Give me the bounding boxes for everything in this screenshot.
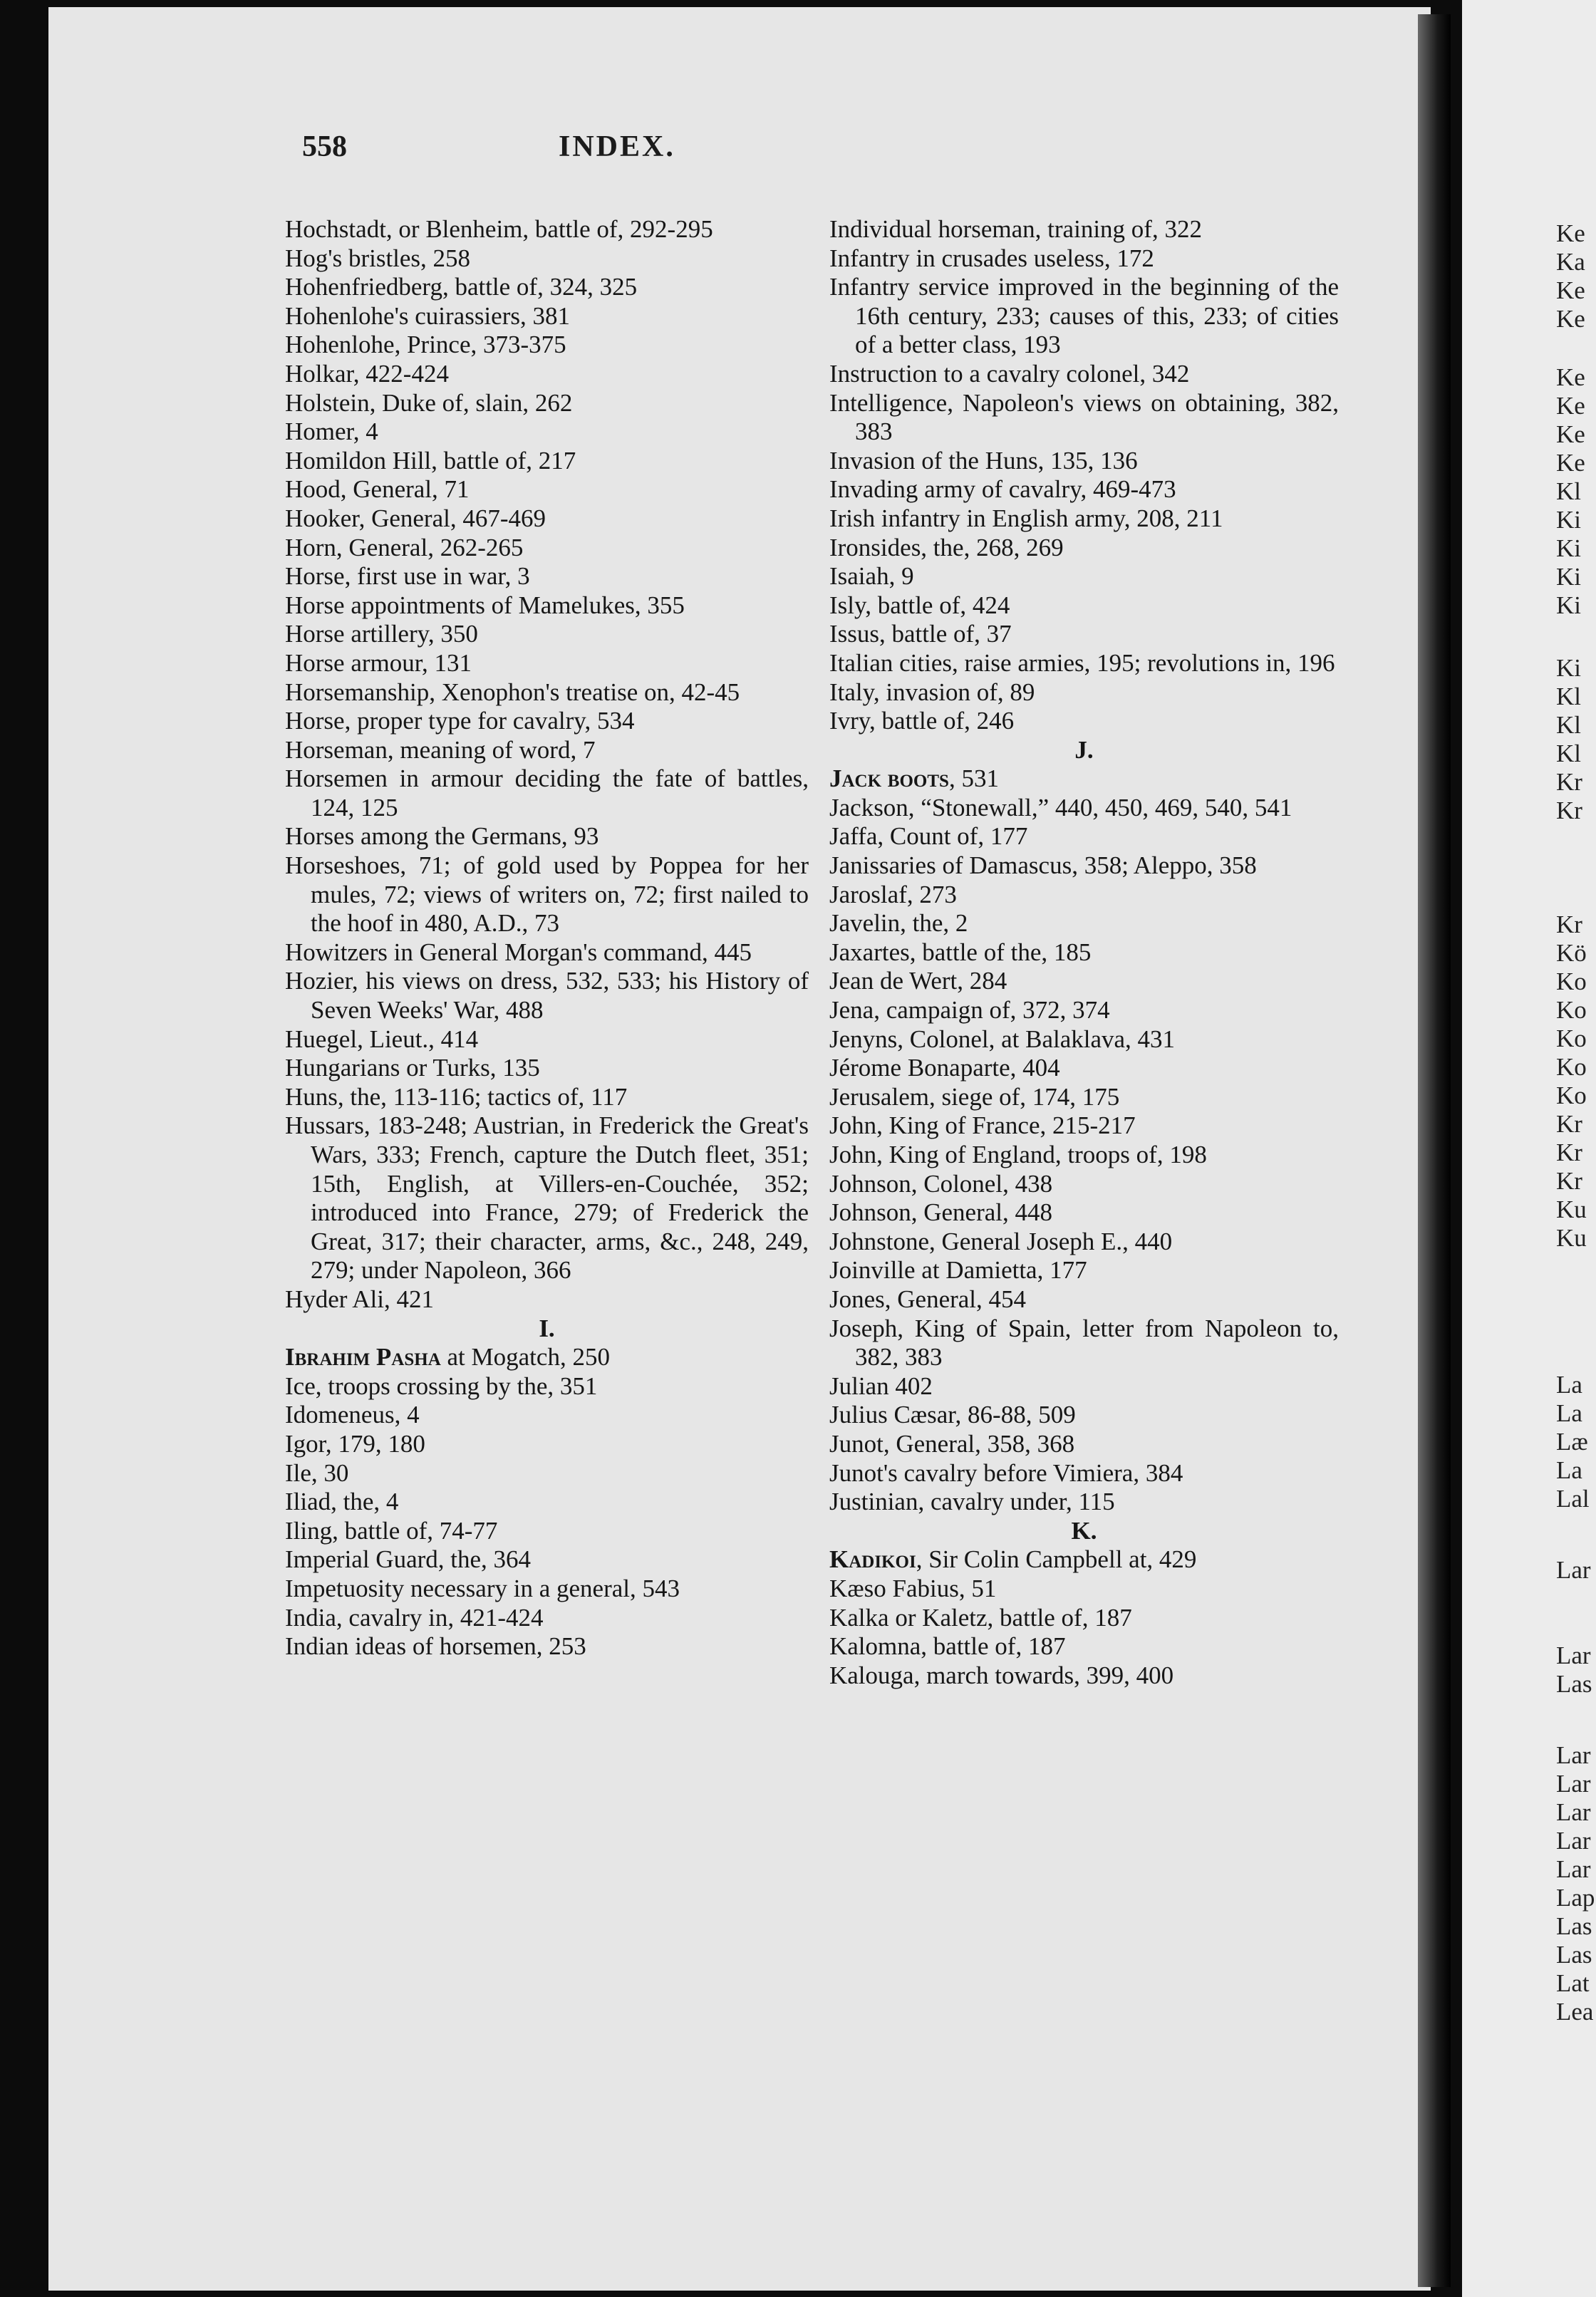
index-entry-text: , 531	[948, 764, 999, 793]
facing-page-fragment: Ko	[1556, 1082, 1587, 1109]
index-entry: Hussars, 183-248; Austrian, in Frederick the Great's Wars, 333; French, capture the Dutch fleet, 351; 15th, English, at Villers-en-Couchée, 352; introduced into France, 279; of Frederick the Great, 317; their character, arms, &c., 248, 249, 279; under Napoleon, 366	[285, 1111, 809, 1285]
facing-page-fragment: Ke	[1556, 392, 1585, 420]
index-entry: Italian cities, raise armies, 195; revolutions in, 196	[829, 648, 1335, 677]
facing-page-fragment: Ku	[1556, 1196, 1587, 1223]
index-entry: Jean de Wert, 284	[829, 967, 1007, 995]
index-entry: Holkar, 422-424	[285, 359, 449, 388]
facing-page-fragment: Ki	[1556, 563, 1581, 591]
index-entry: Horsemanship, Xenophon's treatise on, 42-45	[285, 678, 740, 706]
index-entry: Kæso Fabius, 51	[829, 1574, 997, 1602]
index-entry: Horse, first use in war, 3	[285, 562, 530, 591]
facing-page-fragment: Kl	[1556, 477, 1581, 505]
index-entry: Hohenfriedberg, battle of, 324, 325	[285, 273, 638, 301]
index-entry: Italy, invasion of, 89	[829, 678, 1035, 706]
index-entry-lead: Kadikoi	[829, 1545, 916, 1574]
facing-page-fragment: Lal	[1556, 1485, 1590, 1513]
index-entry-lead: Jack boots	[829, 764, 949, 793]
index-entry: Jackson, “Stonewall,” 440, 450, 469, 540, 541	[829, 793, 1292, 821]
index-entry: Isly, battle of, 424	[829, 591, 1010, 619]
facing-page-fragment: Lar	[1556, 1741, 1591, 1769]
facing-page-fragment: Lap	[1556, 1884, 1595, 1912]
index-column-right	[829, 215, 1339, 1690]
index-entry: Isaiah, 9	[829, 562, 914, 591]
facing-page-fragment: Kö	[1556, 939, 1587, 967]
index-entry: Johnstone, General Joseph E., 440	[829, 1227, 1173, 1255]
facing-page-fragment: Ko	[1556, 1053, 1587, 1081]
index-entry: Horse, proper type for cavalry, 534	[285, 707, 635, 735]
index-entry: Issus, battle of, 37	[829, 620, 1012, 648]
facing-page-fragment: Kr	[1556, 797, 1582, 824]
index-entry: Hohenlohe's cuirassiers, 381	[285, 301, 570, 330]
facing-page-fragment: Lar	[1556, 1642, 1591, 1669]
facing-page-fragment: Lar	[1556, 1798, 1591, 1826]
index-letter-heading: I.	[539, 1314, 555, 1342]
page-title: INDEX.	[559, 130, 675, 163]
index-entry: Julian 402	[829, 1372, 933, 1400]
index-entry: Jerusalem, siege of, 174, 175	[829, 1082, 1120, 1111]
index-entry: Junot, General, 358, 368	[829, 1429, 1075, 1458]
index-entry: Horsemen in armour deciding the fate of battles, 124, 125	[285, 764, 809, 821]
facing-page-fragment: Kl	[1556, 683, 1581, 710]
index-entry: Hungarians or Turks, 135	[285, 1054, 540, 1082]
facing-page-fragment: Ki	[1556, 654, 1581, 682]
book-gutter	[1418, 14, 1451, 2287]
facing-page-fragment: Las	[1556, 1941, 1592, 1969]
index-entry: Jaxartes, battle of the, 185	[829, 938, 1092, 966]
facing-page-fragment: Ke	[1556, 363, 1585, 391]
index-entry: Jenyns, Colonel, at Balaklava, 431	[829, 1025, 1176, 1053]
index-entry: Horse appointments of Mamelukes, 355	[285, 591, 685, 619]
index-entry: Holstein, Duke of, slain, 262	[285, 388, 573, 417]
index-entry: Intelligence, Napoleon's views on obtaining, 382, 383	[829, 388, 1339, 446]
index-entry: Howitzers in General Morgan's command, 445	[285, 938, 752, 966]
facing-page-fragment: Ke	[1556, 305, 1585, 333]
index-entry: Iling, battle of, 74-77	[285, 1516, 498, 1545]
index-entry: Hohenlohe, Prince, 373-375	[285, 331, 566, 359]
index-entry: Johnson, General, 448	[829, 1198, 1053, 1227]
facing-page-fragment: Lea	[1556, 1998, 1594, 2026]
index-entry: Hooker, General, 467-469	[285, 504, 546, 532]
index-entry: India, cavalry in, 421-424	[285, 1603, 544, 1632]
facing-page-fragment: Ke	[1556, 276, 1585, 304]
facing-page-fragment: Kl	[1556, 740, 1581, 767]
page-header	[302, 130, 915, 172]
facing-page-fragment: Lar	[1556, 1827, 1591, 1855]
facing-page-fragment: Ko	[1556, 968, 1587, 995]
facing-page-fragment: Ko	[1556, 996, 1587, 1024]
facing-page-fragment: Kr	[1556, 1167, 1582, 1195]
index-entry-lead: Ibrahim Pasha	[285, 1343, 441, 1372]
index-entry: Horseshoes, 71; of gold used by Poppea for her mules, 72; views of writers on, 72; first nailed to the hoof in 480, A.D., 73	[285, 851, 809, 938]
index-entry: Horses among the Germans, 93	[285, 822, 599, 851]
facing-page-fragment: Kr	[1556, 1110, 1582, 1138]
index-entry: Hood, General, 71	[285, 475, 470, 504]
index-entry: Kalouga, march towards, 399, 400	[829, 1661, 1174, 1689]
facing-page-fragment: Kr	[1556, 1139, 1582, 1166]
index-entry: Huegel, Lieut., 414	[285, 1025, 479, 1053]
index-letter-heading: K.	[1071, 1516, 1097, 1545]
facing-page-fragment: Lar	[1556, 1770, 1591, 1798]
facing-page-fragment: Lar	[1556, 1556, 1591, 1584]
index-entry: Igor, 179, 180	[285, 1429, 425, 1458]
index-entry: Infantry service improved in the beginning of the 16th century, 233; causes of this, 233; of cities of a better class, 193	[829, 273, 1339, 359]
facing-page-fragment: Ka	[1556, 248, 1585, 276]
index-entry: Ile, 30	[285, 1458, 349, 1487]
facing-page-fragment: Ku	[1556, 1224, 1587, 1252]
index-entry: Junot's cavalry before Vimiera, 384	[829, 1458, 1183, 1487]
index-entry: Horse artillery, 350	[285, 620, 478, 648]
index-entry	[829, 764, 1339, 794]
index-entry: Johnson, Colonel, 438	[829, 1169, 1053, 1198]
index-entry: Homildon Hill, battle of, 217	[285, 446, 576, 475]
facing-page-fragment: Las	[1556, 1912, 1592, 1940]
index-entry: Irish infantry in English army, 208, 211	[829, 504, 1223, 532]
index-entry	[829, 1545, 1339, 1575]
index-entry: Julius Cæsar, 86-88, 509	[829, 1401, 1076, 1429]
facing-page-fragment: Ke	[1556, 420, 1585, 448]
index-entry: Instruction to a cavalry colonel, 342	[829, 359, 1190, 388]
facing-page-fragment: Kr	[1556, 768, 1582, 796]
facing-page-fragment: Ko	[1556, 1025, 1587, 1052]
facing-page-fragment: La	[1556, 1371, 1582, 1399]
index-entry: Homer, 4	[285, 418, 378, 446]
facing-page-fragment: Ke	[1556, 449, 1585, 477]
facing-page-fragment: Ki	[1556, 506, 1581, 534]
index-entry: Jérome Bonaparte, 404	[829, 1054, 1060, 1082]
index-entry: Justinian, cavalry under, 115	[829, 1488, 1115, 1516]
index-letter-heading: J.	[1074, 735, 1094, 764]
index-entry: Horse armour, 131	[285, 648, 472, 677]
index-entry: Jaffa, Count of, 177	[829, 822, 1028, 851]
index-entry: Iliad, the, 4	[285, 1488, 399, 1516]
facing-page-fragment: Kl	[1556, 711, 1581, 739]
index-entry: Invasion of the Huns, 135, 136	[829, 446, 1138, 475]
index-entry: Joseph, King of Spain, letter from Napoleon to, 382, 383	[829, 1314, 1339, 1372]
index-entry: John, King of England, troops of, 198	[829, 1141, 1207, 1168]
index-entry: Janissaries of Damascus, 358; Aleppo, 358	[829, 851, 1257, 880]
index-entry: Infantry in crusades useless, 172	[829, 244, 1154, 272]
index-entry: Huns, the, 113-116; tactics of, 117	[285, 1082, 628, 1111]
facing-page-fragment: Ki	[1556, 534, 1581, 562]
index-entry: Hozier, his views on dress, 532, 533; his History of Seven Weeks' War, 488	[285, 967, 809, 1025]
index-entry: Hog's bristles, 258	[285, 244, 471, 272]
page-number: 558	[302, 130, 347, 163]
index-entry: Jena, campaign of, 372, 374	[829, 996, 1110, 1025]
index-entry: Invading army of cavalry, 469-473	[829, 475, 1176, 504]
facing-page-fragment: La	[1556, 1456, 1582, 1484]
index-entry: Hochstadt, or Blenheim, battle of, 292-295	[285, 215, 713, 243]
facing-page-fragment: Læ	[1556, 1428, 1588, 1456]
facing-page-fragment: La	[1556, 1399, 1582, 1427]
index-entry: Javelin, the, 2	[829, 909, 968, 938]
index-entry: Indian ideas of horsemen, 253	[285, 1632, 586, 1661]
index-entry: Impetuosity necessary in a general, 543	[285, 1574, 680, 1602]
index-entry: Kalomna, battle of, 187	[829, 1632, 1066, 1661]
index-entry: Horseman, meaning of word, 7	[285, 735, 596, 764]
index-entry: Ice, troops crossing by the, 351	[285, 1372, 598, 1400]
index-entry-text: at Mogatch, 250	[440, 1343, 610, 1372]
index-entry: Hyder Ali, 421	[285, 1285, 435, 1313]
index-column-left	[285, 215, 809, 1661]
index-entry: John, King of France, 215-217	[829, 1111, 1136, 1140]
index-entry: Ironsides, the, 268, 269	[829, 533, 1064, 561]
index-entry: Joinville at Damietta, 177	[829, 1256, 1087, 1285]
facing-page-fragment: Ke	[1556, 219, 1585, 247]
facing-page-fragment: Las	[1556, 1670, 1592, 1698]
index-entry: Individual horseman, training of, 322	[829, 215, 1202, 243]
index-entry: Jaroslaf, 273	[829, 880, 957, 908]
facing-page-fragment: Lat	[1556, 1969, 1590, 1997]
index-entry: Kalka or Kaletz, battle of, 187	[829, 1603, 1132, 1632]
index-entry	[285, 1343, 809, 1372]
facing-page-fragment: Ki	[1556, 591, 1581, 619]
facing-page-fragment: Lar	[1556, 1855, 1591, 1883]
index-entry: Horn, General, 262-265	[285, 533, 524, 561]
index-entry: Imperial Guard, the, 364	[285, 1545, 532, 1574]
index-entry: Jones, General, 454	[829, 1285, 1027, 1313]
index-entry: Idomeneus, 4	[285, 1401, 420, 1429]
index-entry-text: , Sir Colin Campbell at, 429	[916, 1545, 1197, 1574]
index-entry: Ivry, battle of, 246	[829, 707, 1015, 735]
facing-page-fragment: Kr	[1556, 911, 1582, 938]
